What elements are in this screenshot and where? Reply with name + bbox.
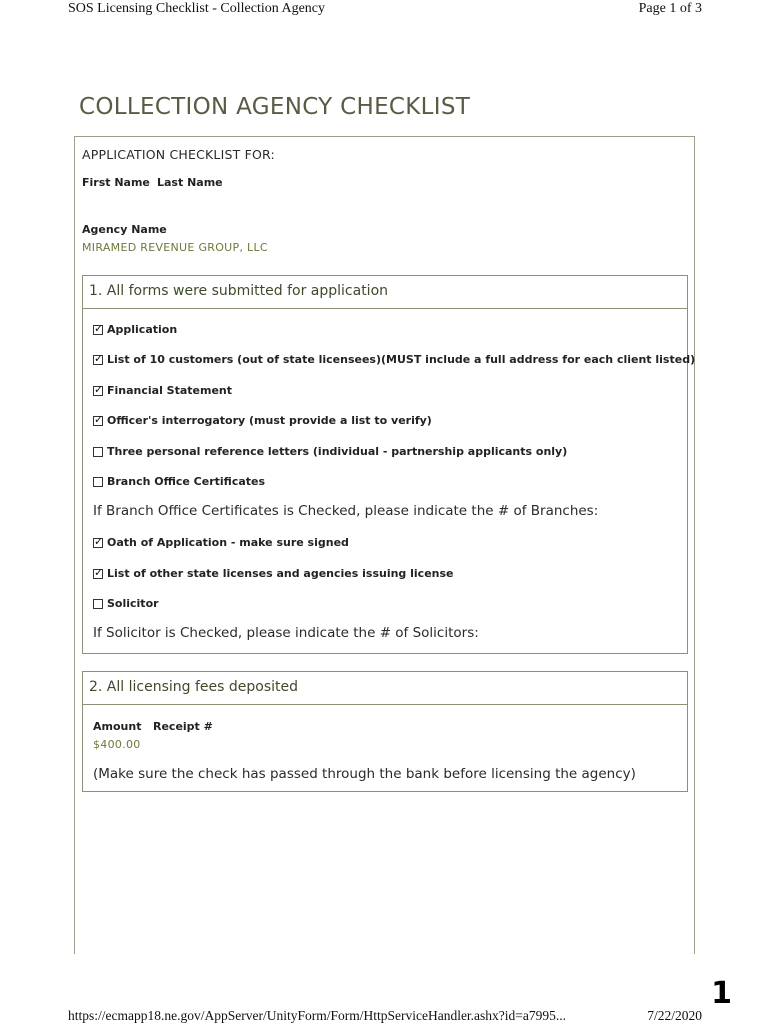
checklist-item-label: List of 10 customers (out of state licensees)(MUST include a full address for each client listed): [107, 353, 696, 366]
checked-checkbox[interactable]: [93, 569, 103, 579]
checklist-item-state-licenses[interactable]: [93, 567, 454, 580]
receipt-label: Receipt #: [153, 720, 213, 733]
checklist-item-label: Branch Office Certificates: [107, 475, 266, 488]
branch-count-prompt: If Branch Office Certificates is Checked, please indicate the # of Branches:: [93, 503, 599, 519]
applicant-caption: APPLICATION CHECKLIST FOR:: [82, 147, 275, 162]
checklist-item-label: Three personal reference letters (individual - partnership applicants only): [107, 445, 568, 458]
checked-checkbox[interactable]: [93, 355, 103, 365]
print-footer-url: https://ecmapp18.ne.gov/AppServer/UnityForm/Form/HttpServiceHandler.ashx?id=a7995...: [68, 1008, 567, 1023]
print-header: [68, 0, 702, 20]
checklist-item-solicitor[interactable]: [93, 597, 159, 610]
checklist-item-label: List of other state licenses and agencies issuing license: [107, 567, 454, 580]
page-title: COLLECTION AGENCY CHECKLIST: [79, 94, 471, 120]
checklist-item-customer-list[interactable]: [93, 353, 695, 366]
print-header-page: Page 1 of 3: [638, 1, 702, 16]
checklist-item-label: Financial Statement: [107, 384, 233, 397]
amount-label: Amount: [93, 720, 142, 733]
unchecked-checkbox[interactable]: [93, 447, 103, 457]
forms-section-heading: 1. All forms were submitted for application: [83, 276, 687, 309]
fees-section: [82, 671, 688, 792]
print-header-title: SOS Licensing Checklist - Collection Agency: [68, 1, 326, 16]
checked-checkbox[interactable]: [93, 416, 103, 426]
checklist-item-branch-office[interactable]: [93, 475, 265, 488]
page-number: 1: [711, 976, 732, 1011]
first-name-label: First Name: [82, 176, 150, 189]
agency-name-label: Agency Name: [82, 223, 167, 236]
fees-section-heading: 2. All licensing fees deposited: [83, 672, 687, 705]
checked-checkbox[interactable]: [93, 325, 103, 335]
unchecked-checkbox[interactable]: [93, 599, 103, 609]
checklist-item-label: Officer's interrogatory (must provide a list to verify): [107, 414, 432, 427]
print-footer-date: 7/22/2020: [647, 1008, 702, 1023]
checked-checkbox[interactable]: [93, 538, 103, 548]
checklist-item-oath[interactable]: [93, 536, 349, 549]
checklist-item-label: Solicitor: [107, 597, 159, 610]
print-footer: [68, 1006, 702, 1024]
checked-checkbox[interactable]: [93, 386, 103, 396]
forms-section: [82, 275, 696, 654]
checklist-item-financial-statement[interactable]: [93, 384, 232, 397]
checklist-item-label: Oath of Application - make sure signed: [107, 536, 349, 549]
checklist-item-officers-interrogatory[interactable]: [93, 414, 432, 427]
checklist-item-label: Application: [107, 323, 178, 336]
checklist-item-application[interactable]: [93, 323, 177, 336]
fees-note: (Make sure the check has passed through the bank before licensing the agency): [93, 766, 636, 782]
last-name-label: Last Name: [157, 176, 223, 189]
agency-name-value: MIRAMED REVENUE GROUP, LLC: [82, 241, 268, 254]
unchecked-checkbox[interactable]: [93, 477, 103, 487]
amount-value: $400.00: [93, 738, 141, 751]
solicitor-count-prompt: If Solicitor is Checked, please indicate the # of Solicitors:: [93, 625, 479, 641]
checklist-item-reference-letters[interactable]: [93, 445, 567, 458]
